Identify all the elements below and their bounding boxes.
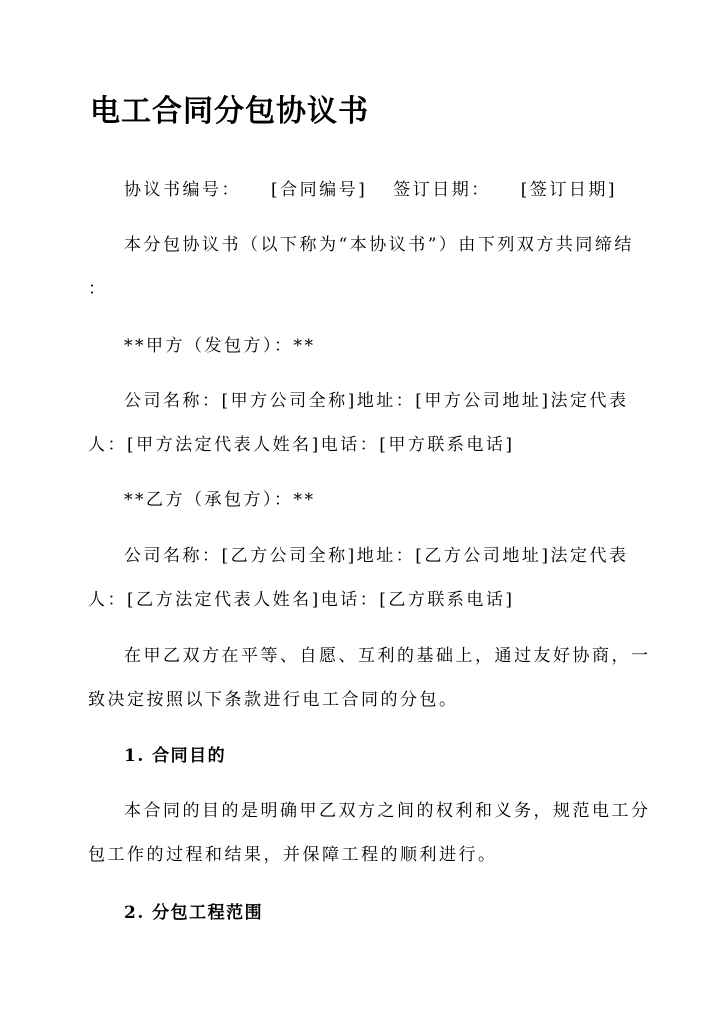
- agreement-number-date-line: [124, 175, 617, 200]
- party-b-heading: **乙方（承包方）：**: [124, 490, 316, 510]
- party-b-line-2: 人：[乙方法定代表人姓名]电话：[乙方联系电话]: [88, 590, 515, 610]
- section-1-line-1: 本合同的目的是明确甲乙双方之间的权利和义务，规范电工分: [124, 801, 651, 821]
- intro-line-1: 本分包协议书（以下称为“本协议书”）由下列双方共同缔结: [124, 235, 634, 255]
- section-2-heading: 2. 分包工程范围: [124, 903, 264, 923]
- section-1-line-2: 包工作的过程和结果，并保障工程的顺利进行。: [88, 845, 498, 865]
- section-1-heading: 1. 合同目的: [124, 746, 227, 766]
- preamble-line-2: 致决定按照以下条款进行电工合同的分包。: [88, 690, 459, 710]
- intro-line-2: ：: [88, 279, 108, 299]
- document-title: 电工合同分包协议书: [90, 94, 369, 129]
- party-a-line-2: 人：[甲方法定代表人姓名]电话：[甲方联系电话]: [88, 435, 515, 455]
- agreement-number-value: [合同编号]: [271, 180, 368, 200]
- party-a-heading: **甲方（发包方）：**: [124, 336, 316, 356]
- signing-date-value: [签订日期]: [520, 180, 618, 200]
- party-a-line-1: 公司名称：[甲方公司全称]地址：[甲方公司地址]法定代表: [124, 391, 629, 411]
- signing-date-label: 签订日期：: [393, 180, 491, 200]
- party-b-line-1: 公司名称：[乙方公司全称]地址：[乙方公司地址]法定代表: [124, 546, 629, 566]
- preamble-line-1: 在甲乙双方在平等、自愿、互利的基础上，通过友好协商，一: [124, 646, 651, 666]
- agreement-number-label: 协议书编号：: [124, 180, 241, 200]
